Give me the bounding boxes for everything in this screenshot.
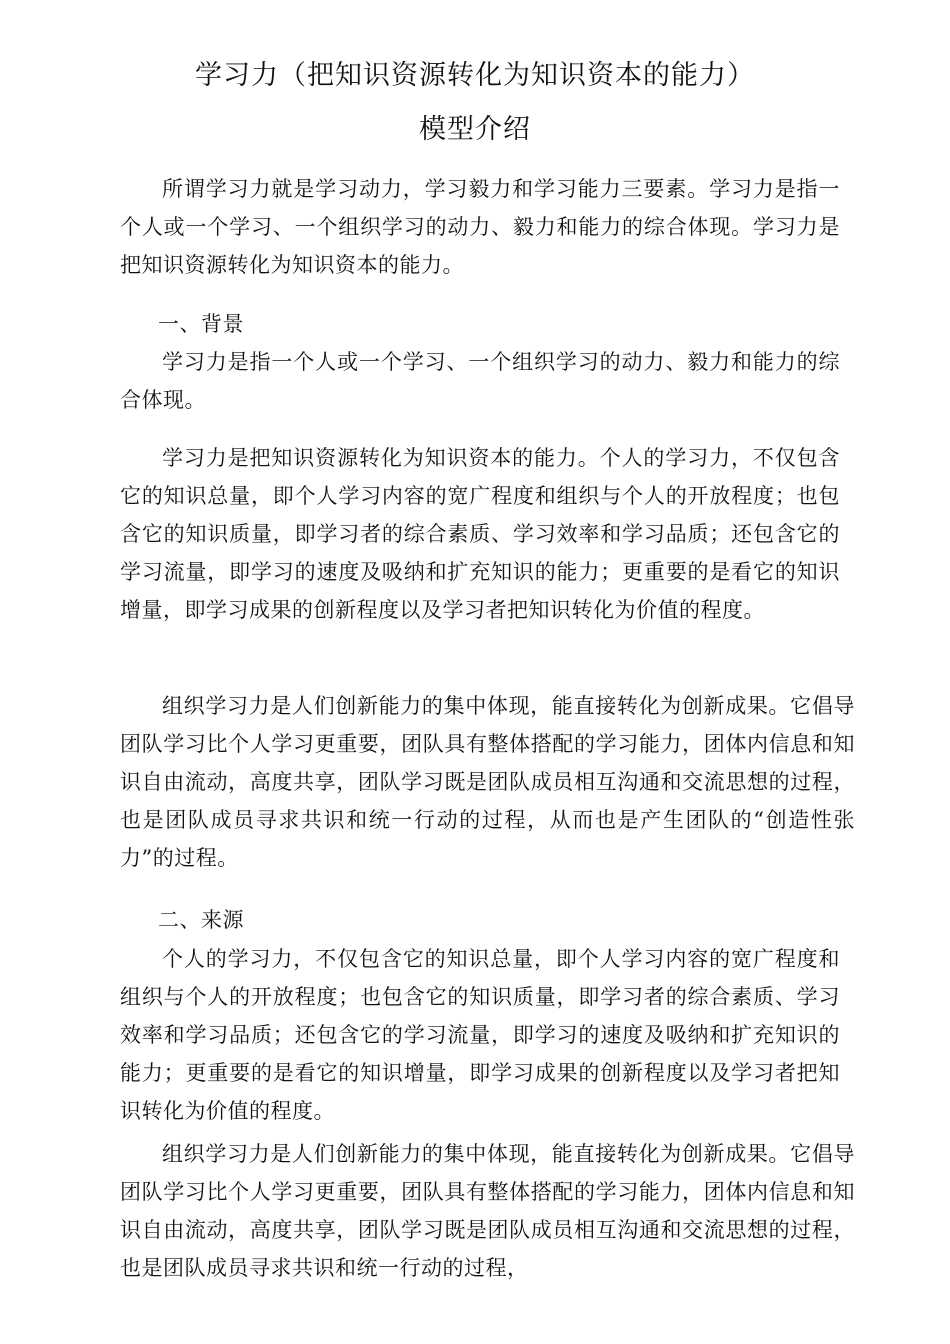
document-subtitle: 模型介绍: [419, 114, 531, 145]
background-paragraph-2: 学习力是把知识资源转化为知识资本的能力。个人的学习力，不仅包含它的知识总量，即个人学习内容的宽广程度和组织与个人的开放程度；也包含它的知识质量，即学习者的综合素质、学习效率和学习品质；还包含它的学习流量，即学习的速度及吸纳和扩充知识的能力；更重要的是看它的知识增量，即学习成果的创新程度以及学习者把知识转化为价值的程度。: [120, 446, 840, 622]
section-heading-background: 一、背景: [158, 312, 244, 336]
source-paragraph-1: 个人的学习力，不仅包含它的知识总量，即个人学习内容的宽广程度和组织与个人的开放程度；也包含它的知识质量，即学习者的综合素质、学习效率和学习品质；还包含它的学习流量，即学习的速度及吸纳和扩充知识的能力；更重要的是看它的知识增量，即学习成果的创新程度以及学习者把知识转化为价值的程度。: [120, 947, 840, 1123]
document-title: 学习力（把知识资源转化为知识资本的能力）: [195, 60, 755, 91]
background-paragraph-1: 学习力是指一个人或一个学习、一个组织学习的动力、毅力和能力的综合体现。: [120, 350, 840, 412]
background-paragraph-3: 组织学习力是人们创新能力的集中体现，能直接转化为创新成果。它倡导团队学习比个人学习更重要，团队具有整体搭配的学习能力，团体内信息和知识自由流动，高度共享，团队学习既是团队成员相互沟通和交流思想的过程，也是团队成员寻求共识和统一行动的过程，从而也是产生团队的“创造性张力”的过程。: [120, 694, 855, 870]
section-heading-source: 二、来源: [158, 908, 244, 932]
source-paragraph-2: 组织学习力是人们创新能力的集中体现，能直接转化为创新成果。它倡导团队学习比个人学习更重要，团队具有整体搭配的学习能力，团体内信息和知识自由流动，高度共享，团队学习既是团队成员相互沟通和交流思想的过程，也是团队成员寻求共识和统一行动的过程，: [120, 1142, 855, 1280]
intro-paragraph: 所谓学习力就是学习动力，学习毅力和学习能力三要素。学习力是指一个人或一个学习、一个组织学习的动力、毅力和能力的综合体现。学习力是把知识资源转化为知识资本的能力。: [120, 177, 840, 277]
